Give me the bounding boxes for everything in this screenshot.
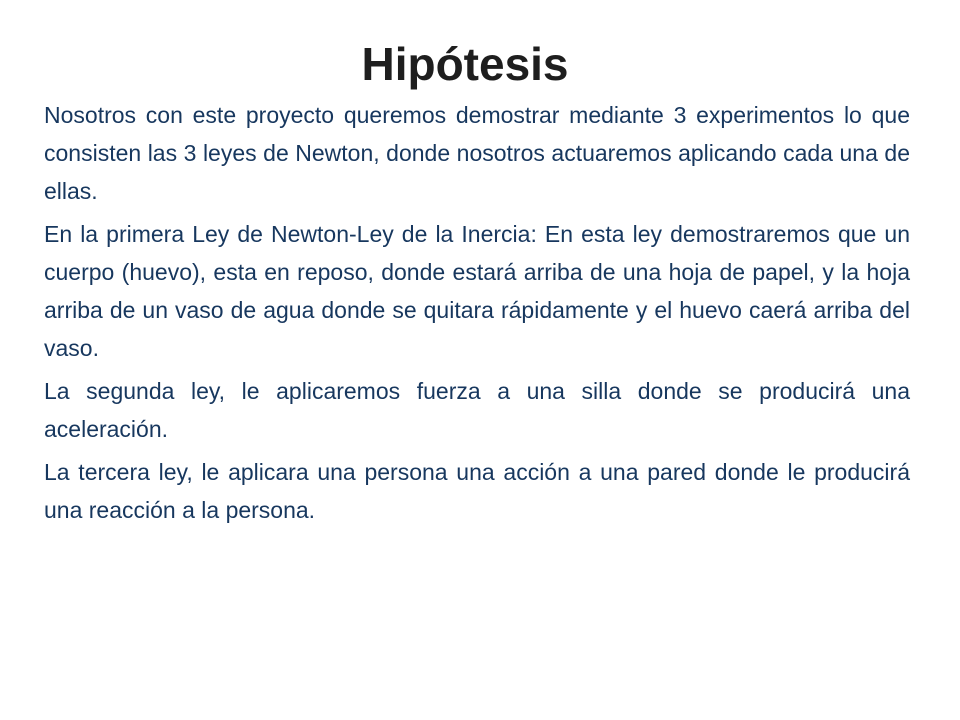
- slide-title: Hipótesis: [361, 37, 569, 90]
- paragraph-intro: Nosotros con este proyecto queremos demostrar mediante 3 experimentos lo que consisten las 3 leyes de Newton, donde nosotros actuaremos aplicando cada una de ellas.: [44, 102, 910, 204]
- paragraph-second-law: La segunda ley, le aplicaremos fuerza a una silla donde se producirá una aceleración.: [44, 378, 910, 442]
- paragraph-first-law: En la primera Ley de Newton-Ley de la Inercia: En esta ley demostraremos que un cuerpo (huevo), esta en reposo, donde estará arriba de una hoja de papel, y la hoja arriba de un vaso de agua donde se quitara rápidamente y el huevo caerá arriba del vaso.: [44, 221, 910, 361]
- slide-body: [44, 96, 910, 534]
- paragraph-third-law: La tercera ley, le aplicara una persona una acción a una pared donde le producirá una reacción a la persona.: [44, 459, 910, 523]
